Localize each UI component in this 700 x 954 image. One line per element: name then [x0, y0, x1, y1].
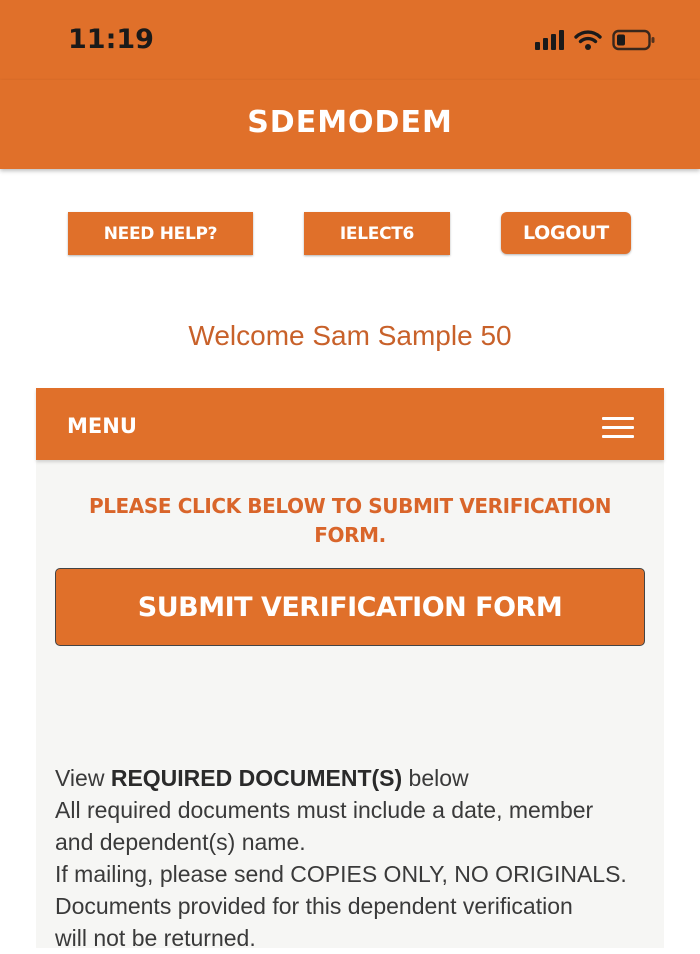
required-documents-link: REQUIRED DOCUMENT(S): [110, 765, 403, 791]
info-line-2: All required documents must include a date, member: [55, 797, 594, 823]
submit-verification-button[interactable]: SUBMIT VERIFICATION FORM: [55, 568, 645, 646]
info-line-3: and dependent(s) name.: [55, 829, 306, 855]
info-line-6: will not be returned.: [55, 925, 256, 951]
required-documents-info: [55, 762, 655, 954]
signal-icon: [535, 30, 564, 50]
info-line-view: [55, 762, 655, 794]
info-view-prefix: View: [55, 765, 111, 791]
logout-button[interactable]: LOGOUT: [501, 212, 631, 254]
welcome-message: Welcome Sam Sample 50: [188, 320, 512, 351]
status-icons: [535, 28, 656, 52]
menu-label: MENU: [67, 414, 137, 438]
verification-notice: [66, 492, 634, 550]
app-header: [0, 80, 700, 169]
ielect-button[interactable]: IELECT6: [304, 212, 450, 255]
hamburger-icon[interactable]: [602, 417, 634, 439]
notice-line-2: FORM.: [314, 523, 386, 547]
info-view-suffix: below: [402, 765, 469, 791]
status-time: 11:19: [68, 24, 154, 55]
battery-icon: [612, 29, 656, 51]
info-line-5: Documents provided for this dependent verification: [55, 893, 573, 919]
notice-line-1: PLEASE CLICK BELOW TO SUBMIT VERIFICATION: [88, 494, 612, 518]
info-line-4: If mailing, please send COPIES ONLY, NO ORIGINALS.: [55, 861, 627, 887]
content-panel: [36, 388, 664, 951]
app-title: SDEMODEM: [247, 105, 453, 140]
need-help-button[interactable]: NEED HELP?: [68, 212, 253, 255]
menu-bar[interactable]: [36, 388, 664, 460]
status-bar: [0, 0, 700, 80]
wifi-icon: [574, 29, 602, 51]
